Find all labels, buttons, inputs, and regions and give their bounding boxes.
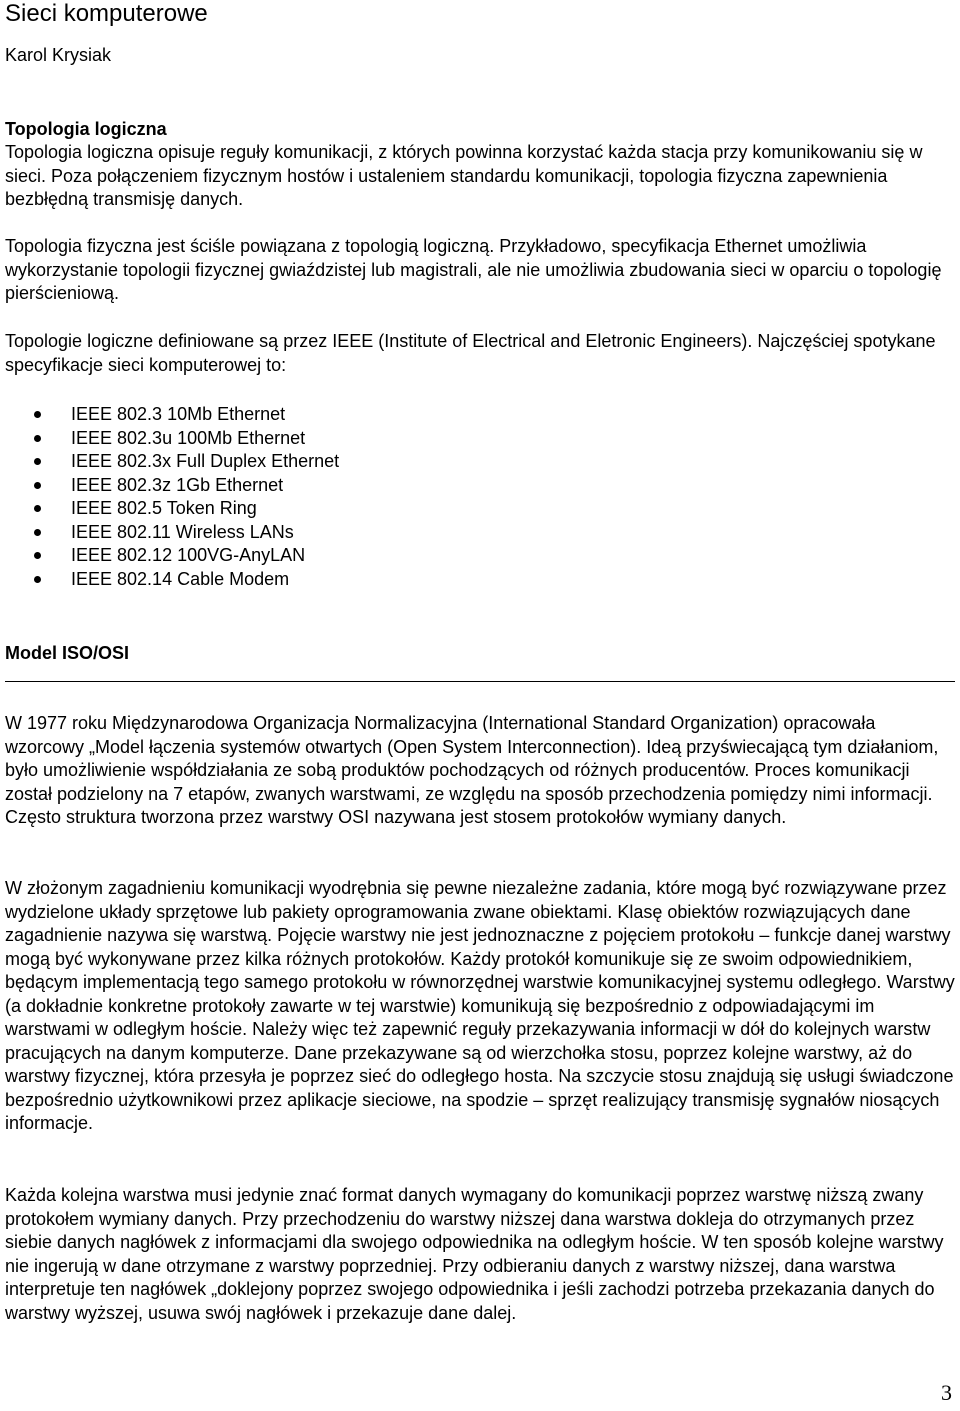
section-heading-model-iso-osi: Model ISO/OSI <box>5 643 130 663</box>
document-author: Karol Krysiak <box>5 45 112 65</box>
paragraph-topologia-intro <box>5 141 955 212</box>
list-item-text: IEEE 802.3x Full Duplex Ethernet <box>71 451 340 471</box>
bullet-icon <box>34 529 41 536</box>
paragraph-warstwy <box>5 877 955 1136</box>
list-item-text: IEEE 802.5 Token Ring <box>71 498 257 518</box>
paragraph-text: Każda kolejna warstwa musi jedynie znać format danych wymagany do komunikacji poprzez warstwę niższą zwany protokołem wymiany danych. Przy przechodzeniu do warstwy niższej dana warstwa dokleja do otrzymanych przez siebie danych nagłówek z informacjami dla swojego odpowiednika na odległym hoście. W ten sposób kolejne warstwy nie ingerują w dane otrzymane z warstwy poprzedniej. Przy odbieraniu danych z warstwy niższej, dana warstwa interpretuje ten nagłówek „doklejony poprzez swojego odpowiednika i jeśli zachodzi potrzeba przekazania danych do warstwy wyższej, usuwa swój nagłówek i przekazuje dane dalej. <box>5 1185 944 1323</box>
paragraph-text: W 1977 roku Międzynarodowa Organizacja Normalizacyjna (International Standard Organization) opracowała wzorcowy „Model łączenia systemów otwartych (Open System Interconnection). Ideą przyświecającą tym działaniom, było umożliwienie współdziałania ze sobą produktów pochodzących od różnych producentów. Proces komunikacji został podzielony na 7 etapów, zwanych warstwami, ze względu na sposób przechodzenia pomiędzy nimi informacji. Często struktura tworzona przez warstwy OSI nazywana jest stosem protokołów wymiany danych. <box>5 713 939 827</box>
paragraph-topologia-fizyczna <box>5 235 955 306</box>
paragraph-text: Topologia logiczna opisuje reguły komunikacji, z których powinna korzystać każda stacja przy komunikowaniu się w sieci. Poza połączeniem fizycznym hostów i ustaleniem standardu komunikacji, topologia fizyczna zapewnienia bezbłędną transmisję danych. <box>5 142 923 209</box>
page-number: 3 <box>941 1380 952 1405</box>
bullet-icon <box>34 482 41 489</box>
bullet-icon <box>34 552 41 559</box>
list-item-text: IEEE 802.11 Wireless LANs <box>71 521 294 542</box>
list-item-text: IEEE 802.3 10Mb Ethernet <box>71 404 286 424</box>
section-divider <box>5 681 955 682</box>
bullet-icon <box>34 576 41 583</box>
list-item-text: IEEE 802.3z 1Gb Ethernet <box>71 474 284 495</box>
section-heading-topologia-logiczna: Topologia logiczna <box>5 119 167 139</box>
list-item-text: IEEE 802.3u 100Mb Ethernet <box>71 427 306 448</box>
bullet-icon <box>34 505 41 512</box>
paragraph-ieee-intro <box>5 330 955 377</box>
list-item-text: IEEE 802.14 Cable Modem <box>71 568 290 589</box>
document-title: Sieci komputerowe <box>5 0 208 27</box>
bullet-icon <box>34 435 41 442</box>
paragraph-text: W złożonym zagadnieniu komunikacji wyodrębnia się pewne niezależne zadania, które mogą być rozwiązywane przez wydzielone układy sprzętowe lub pakiety oprogramowania zwane obiektami. Klasę obiektów rozwiązujących dane zagadnienie nazywa się warstwą. Pojęcie warstwy nie jest jednoznaczne z pojęciem protokołu – funkcje danej warstwy mogą być wykonywane przez kilka różnych protokołów. Każdy protokół komunikuje się ze swoim odpowiednikiem, będącym implementacją tego samego protokołu w równorzędnej warstwie komunikacyjnej systemu odległego. Warstwy (a dokładnie konkretne protokoły zawarte w tej warstwie) komunikują się bezpośrednio z odpowiadającymi im warstwami w odległym hoście. Należy więc też zapewnić reguły przekazywania informacji w dół do kolejnych warstw pracujących na danym komputerze. Dane przekazywane są od wierzchołka stosu, poprzez kolejne warstwy, aż do warstwy fizycznej, która przesyła je poprzez sieć do odległego hosta. Na szczycie stosu znajdują się usługi świadczone bezpośrednio użytkownikowi przez aplikacje sieciowe, na spodzie – sprzęt realizujący transmisję sygnałów niosących informacje. <box>5 878 955 1133</box>
paragraph-text: Topologia fizyczna jest ściśle powiązana z topologią logiczną. Przykładowo, specyfikacja Ethernet umożliwia wykorzystanie topologii fizycznej gwiaździstej lub magistrali, ale nie umożliwia zbudowania sieci w oparciu o topologię pierścieniową. <box>5 236 942 303</box>
paragraph-naglowki <box>5 1184 955 1325</box>
bullet-icon <box>34 458 41 465</box>
paragraph-iso-history <box>5 712 955 830</box>
list-item-text: IEEE 802.12 100VG-AnyLAN <box>71 545 306 565</box>
bullet-icon <box>34 411 41 418</box>
paragraph-text: Topologie logiczne definiowane są przez IEEE (Institute of Electrical and Eletronic Engineers). Najczęściej spotykane specyfikacje sieci komputerowej to: <box>5 331 936 375</box>
